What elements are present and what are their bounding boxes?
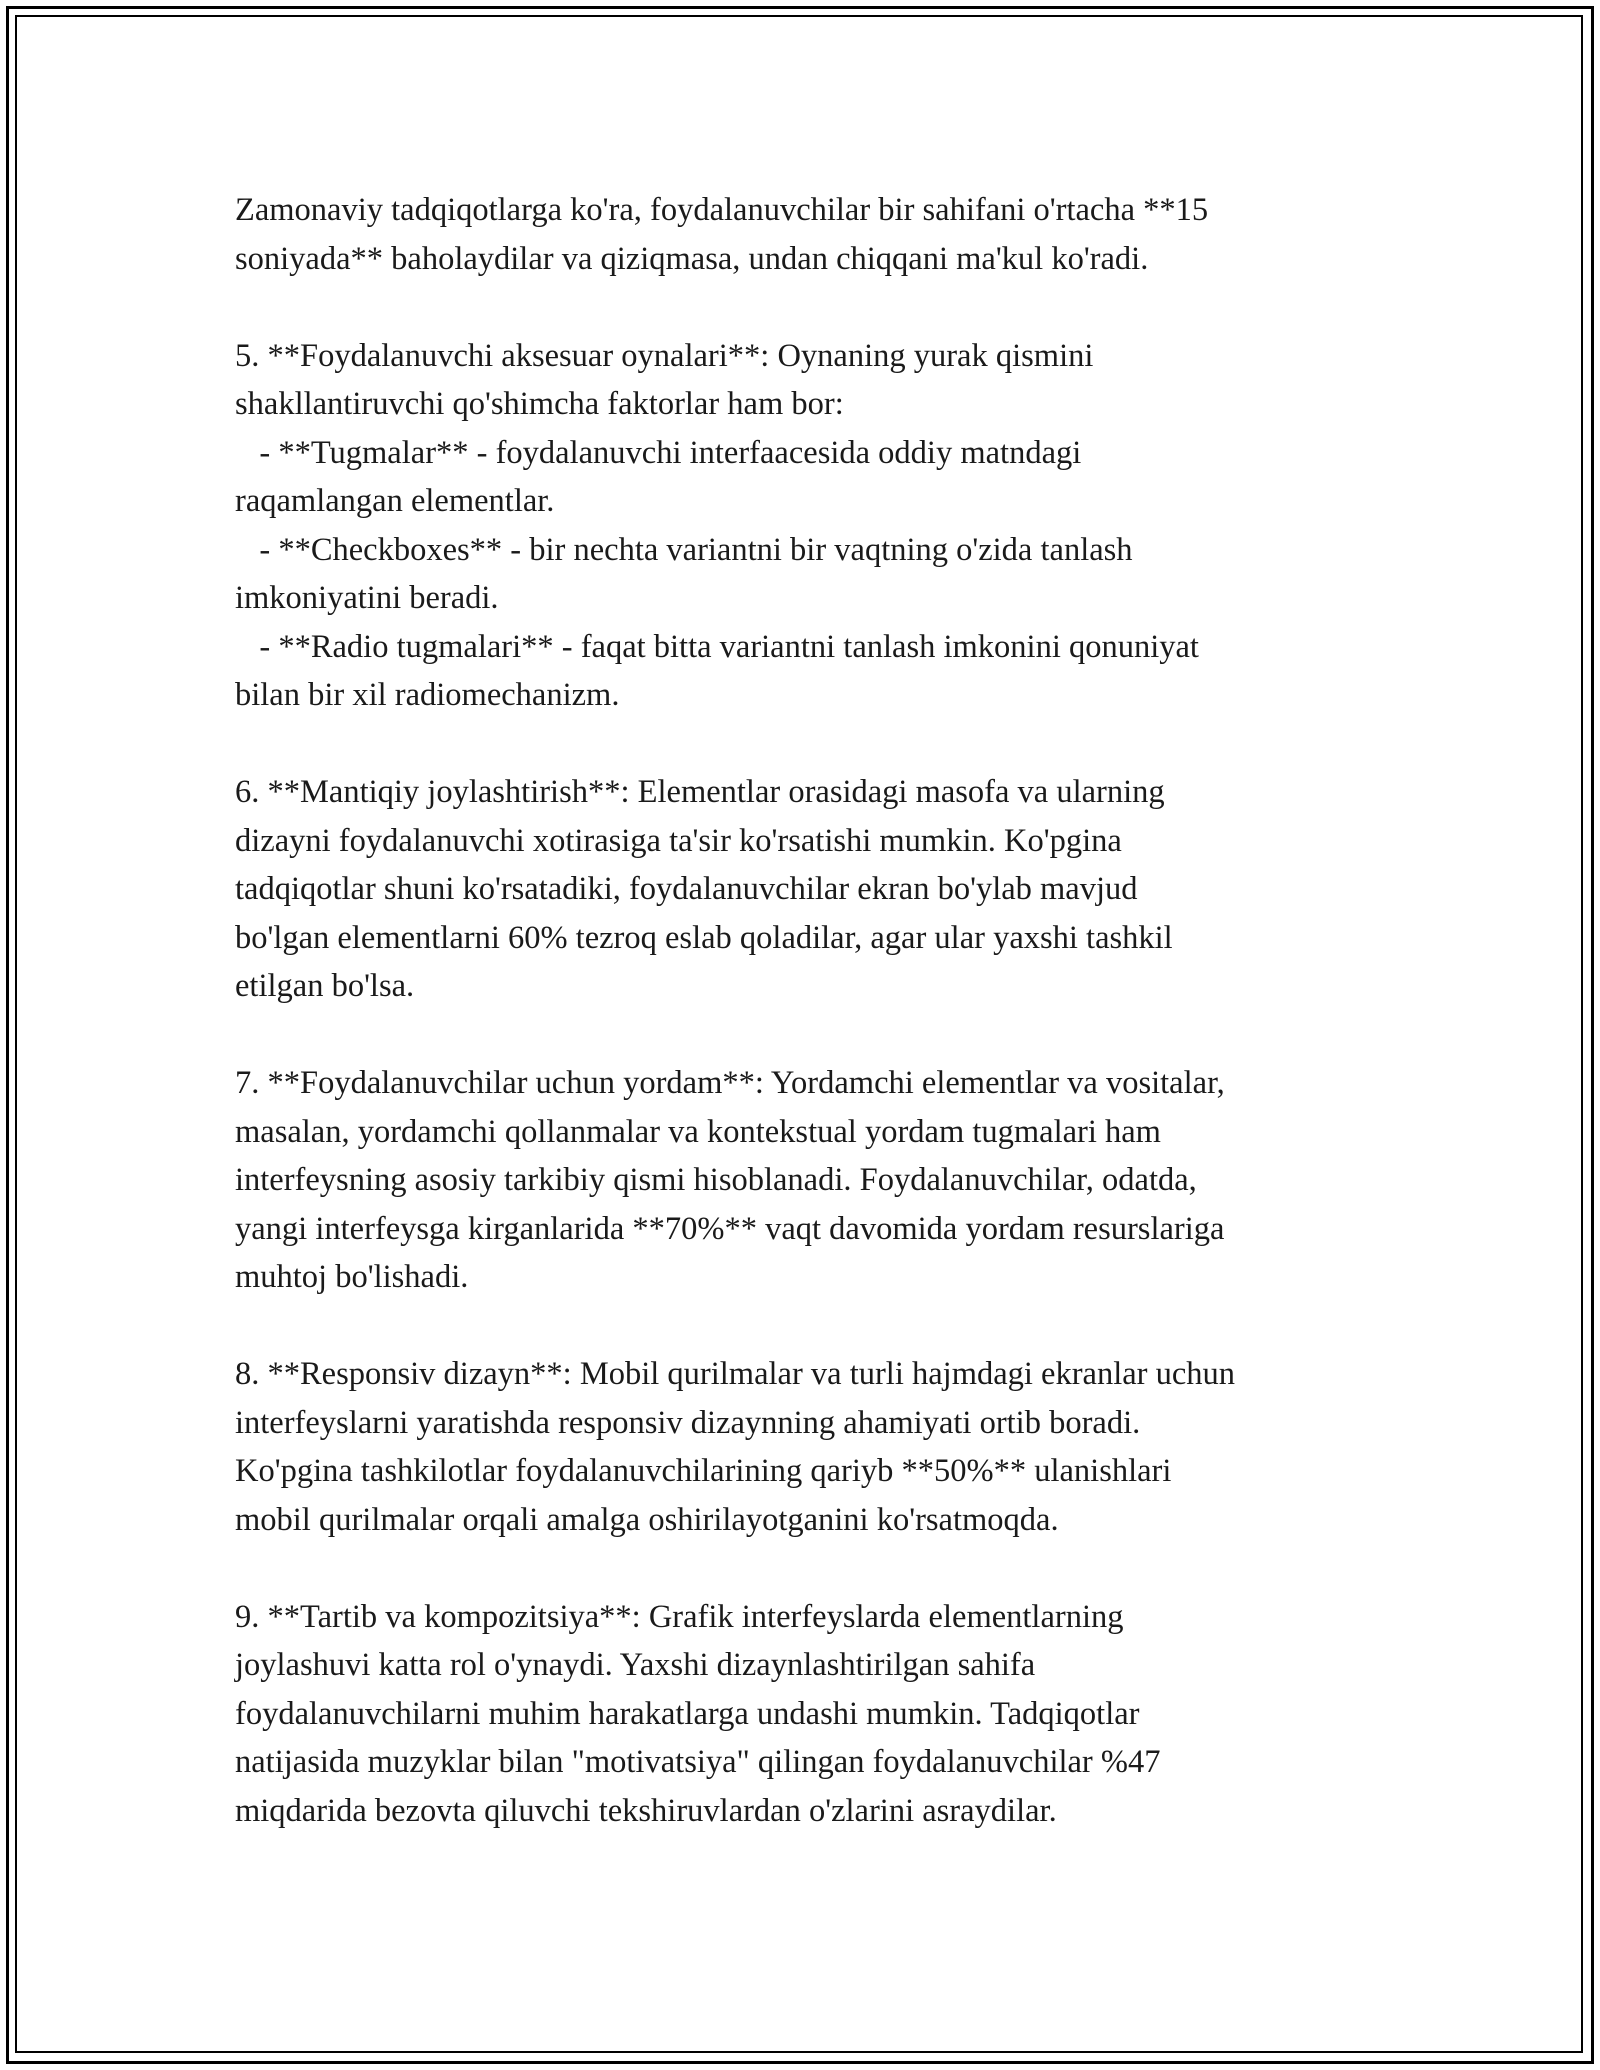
text-line: Zamonaviy tadqiqotlarga ko'ra, foydalanuvchilar bir sahifani o'rtacha **15 <box>235 192 1209 228</box>
text-line: interfeyslarni yaratishda responsiv dizaynning ahamiyati ortib boradi. <box>235 1404 1141 1441</box>
text-line: 6. **Mantiqiy joylashtirish**: Elementlar orasidagi masofa va ularning <box>235 774 1165 810</box>
text-line: 5. **Foydalanuvchi aksesuar oynalari**: Oynaning yurak qismini <box>235 337 1094 374</box>
text-line: shakllantiruvchi qo'shimcha faktorlar ham bor: <box>235 386 844 422</box>
text-line: masalan, yordamchi qollanmalar va kontekstual yordam tugmalari ham <box>235 1113 1161 1150</box>
text-line: raqamlangan elementlar. <box>235 483 555 519</box>
text-line: bo'lgan elementlarni 60% tezroq eslab qoladilar, agar ular yaxshi tashkil <box>235 919 1173 956</box>
text-line: muhtoj bo'lishadi. <box>235 1259 469 1295</box>
paragraph-section-9 <box>235 1593 1385 1836</box>
text-line: natijasida muzyklar bilan "motivatsiya" qilingan foydalanuvchilar %47 <box>235 1744 1161 1780</box>
list-item-line: - **Checkboxes** - bir nechta variantni bir vaqtning o'zida tanlash <box>235 531 1133 568</box>
text-line: dizayni foydalanuvchi xotirasiga ta'sir ko'rsatishi mumkin. Ko'pgina <box>235 822 1122 859</box>
paragraph-section-8 <box>235 1350 1385 1544</box>
list-item-line: - **Radio tugmalari** - faqat bitta variantni tanlash imkonini qonuniyat <box>235 628 1199 665</box>
text-line: imkoniyatini beradi. <box>235 580 499 616</box>
text-line: yangi interfeysga kirganlarida **70%** vaqt davomida yordam resurslariga <box>235 1210 1225 1247</box>
text-line: 8. **Responsiv dizayn**: Mobil qurilmalar va turli hajmdagi ekranlar uchun <box>235 1356 1236 1392</box>
text-line: mobil qurilmalar orqali amalga oshirilayotganini ko'rsatmoqda. <box>235 1501 1059 1538</box>
paragraph-section-5 <box>235 332 1385 720</box>
text-line: miqdarida bezovta qiluvchi tekshiruvlardan o'zlarini asraydilar. <box>235 1792 1057 1829</box>
paragraph-section-6 <box>235 768 1385 1011</box>
list-item-line: - **Tugmalar** - foydalanuvchi interfaacesida oddiy matndagi <box>235 434 1082 471</box>
text-line: 7. **Foydalanuvchilar uchun yordam**: Yordamchi elementlar va vositalar, <box>235 1065 1225 1101</box>
paragraph-intro <box>235 186 1385 283</box>
text-line: 9. **Tartib va kompozitsiya**: Grafik interfeyslarda elementlarning <box>235 1598 1124 1635</box>
text-line: tadqiqotlar shuni ko'rsatadiki, foydalanuvchilar ekran bo'ylab mavjud <box>235 871 1138 907</box>
document-body <box>235 186 1385 1884</box>
text-line: joylashuvi katta rol o'ynaydi. Yaxshi dizaynlashtirilgan sahifa <box>235 1647 1036 1683</box>
text-line: soniyada** baholaydilar va qiziqmasa, undan chiqqani ma'kul ko'radi. <box>235 240 1149 277</box>
text-line: interfeysning asosiy tarkibiy qismi hisoblanadi. Foydalanuvchilar, odatda, <box>235 1162 1197 1198</box>
paragraph-section-7 <box>235 1059 1385 1302</box>
text-line: etilgan bo'lsa. <box>235 968 415 1004</box>
text-line: bilan bir xil radiomechanizm. <box>235 677 620 713</box>
text-line: Ko'pgina tashkilotlar foydalanuvchilarining qariyb **50%** ulanishlari <box>235 1453 1172 1489</box>
text-line: foydalanuvchilarni muhim harakatlarga undashi mumkin. Tadqiqotlar <box>235 1695 1140 1732</box>
